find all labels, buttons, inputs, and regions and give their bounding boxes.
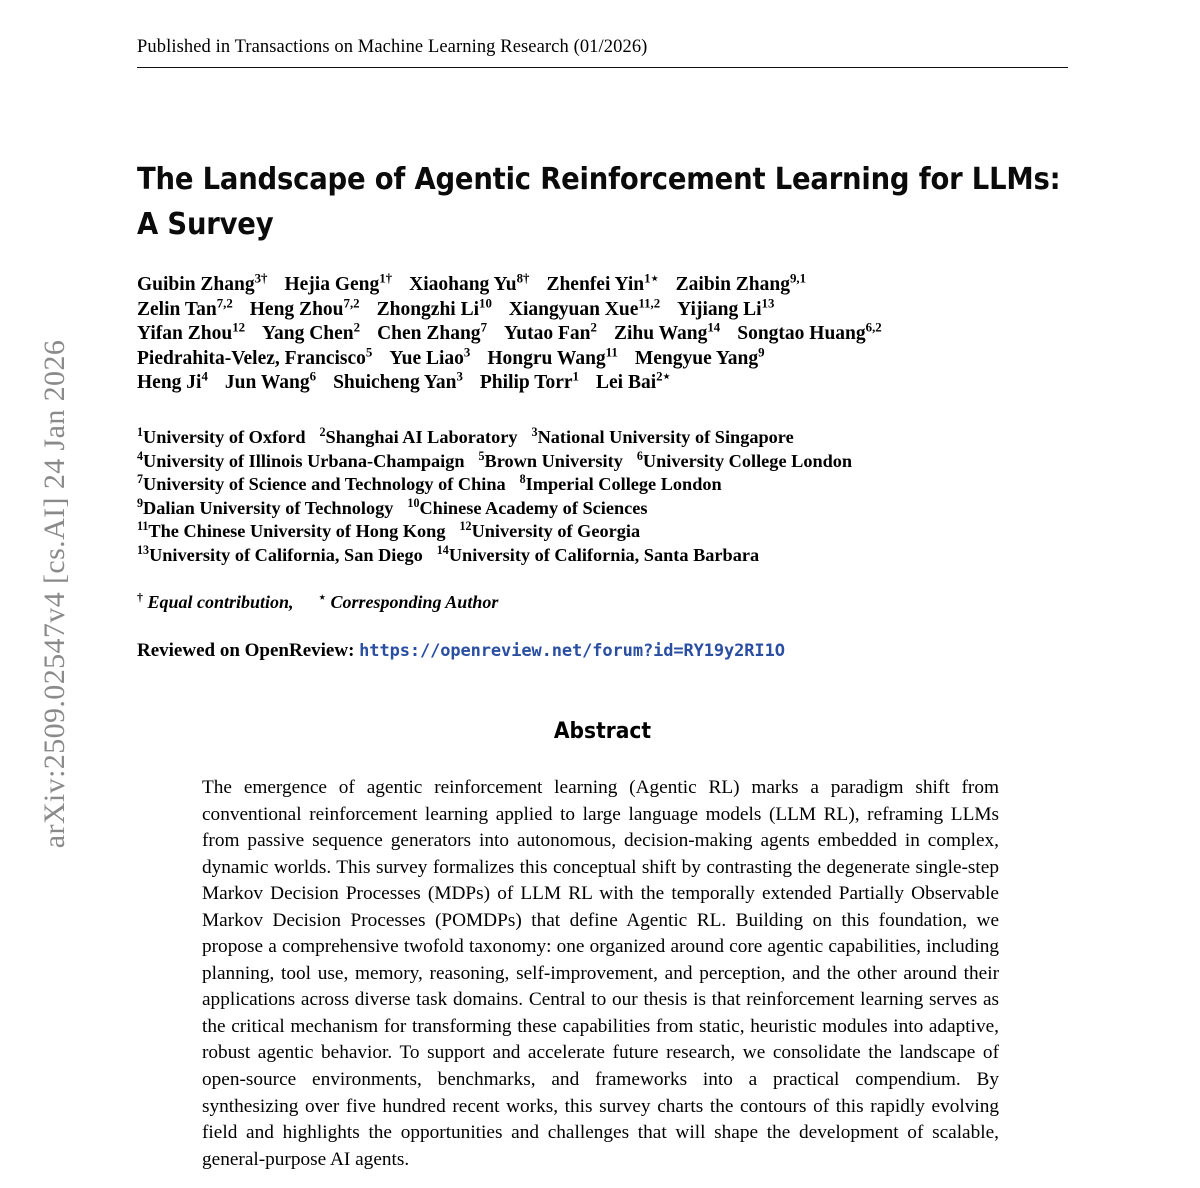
page-title: The Landscape of Agentic Reinforcement Learning for LLMs: A Survey (137, 162, 1061, 243)
corresponding-author-label: Corresponding Author (330, 592, 499, 612)
affiliation-name: University College London (642, 450, 853, 471)
author-name: Lei Bai (595, 372, 657, 394)
affiliation-index: 2 (319, 424, 326, 439)
author-name: Zaibin Zhang (675, 274, 790, 295)
author-name: Guibin Zhang (137, 274, 255, 295)
dagger-symbol: † (137, 590, 143, 604)
author-affiliation-marker: 2⋆ (656, 369, 671, 384)
author-name: Zhenfei Yin (546, 274, 645, 295)
affiliation-name: University of Georgia (471, 521, 641, 542)
affiliation-name: Imperial College London (525, 474, 722, 495)
affiliation-line (137, 426, 1082, 450)
arxiv-stamp-text: arXiv:2509.02547v4 [cs.AI] 24 Jan 2026 (38, 339, 71, 849)
affiliation-line (137, 520, 1082, 544)
author-name: Xiaohang Yu (409, 274, 517, 295)
affiliation-index: 3 (531, 424, 538, 439)
affiliation-name: Dalian University of Technology (143, 497, 394, 518)
affiliation-index: 1 (137, 424, 144, 439)
author-name: Zhongzhi Li (376, 298, 480, 320)
affiliation-name: University of Science and Technology of China (143, 474, 506, 495)
author-affiliation-marker: 5 (365, 345, 373, 360)
author-name: Jun Wang (224, 372, 310, 394)
author-name: Zelin Tan (137, 298, 217, 320)
affiliation-list (137, 426, 1082, 568)
affiliation-index: 8 (519, 472, 526, 487)
author-line (137, 347, 1082, 372)
author-name: Chen Zhang (377, 323, 481, 345)
author-affiliation-marker: 6,2 (865, 320, 882, 335)
author-affiliation-marker: 3† (254, 271, 268, 286)
author-name: Heng Zhou (249, 298, 344, 320)
affiliation-index: 11 (137, 519, 149, 534)
author-affiliation-marker: 9 (758, 345, 765, 360)
author-name: Philip Torr (479, 372, 573, 394)
openreview-link[interactable]: https://openreview.net/forum?id=RY19y2RI1O (359, 641, 785, 661)
running-head: Published in Transactions on Machine Learning Research (01/2026) (137, 37, 648, 57)
affiliation-index: 10 (407, 495, 420, 510)
affiliation-name: Brown University (484, 450, 623, 471)
author-line (137, 371, 1082, 396)
affiliation-line (137, 544, 1082, 568)
author-name: Yue Liao (389, 347, 464, 369)
author-affiliation-marker: 2 (353, 320, 361, 335)
author-name: Piedrahita-Velez, Francisco (137, 347, 366, 369)
author-affiliation-marker: 13 (761, 296, 775, 311)
author-line (137, 298, 1082, 323)
affiliation-index: 4 (137, 448, 144, 463)
author-name: Mengyue Yang (634, 347, 759, 369)
affiliation-index: 14 (436, 542, 449, 557)
affiliation-name: National University of Singapore (537, 427, 794, 447)
author-affiliation-marker: 3 (456, 369, 463, 384)
affiliation-line (137, 473, 1082, 497)
author-name: Yutao Fan (504, 323, 591, 345)
affiliation-index: 13 (137, 542, 150, 557)
affiliation-index: 6 (636, 448, 643, 463)
author-affiliation-marker: 11 (605, 345, 618, 360)
author-line (137, 273, 1082, 298)
author-list (137, 273, 1082, 396)
author-affiliation-marker: 1† (379, 271, 393, 286)
author-name: Shuicheng Yan (333, 372, 457, 394)
author-name: Yifan Zhou (137, 323, 233, 345)
star-symbol: ⋆ (318, 590, 326, 604)
affiliation-name: Chinese Academy of Sciences (419, 497, 648, 518)
affiliation-line (137, 450, 1082, 474)
affiliation-name: Shanghai AI Laboratory (325, 427, 518, 447)
author-affiliation-marker: 7,2 (216, 296, 233, 311)
author-affiliation-marker: 7 (480, 320, 487, 335)
affiliation-name: University of Oxford (143, 427, 306, 447)
affiliation-name: The Chinese University of Hong Kong (148, 521, 446, 542)
author-affiliation-marker: 6 (309, 369, 317, 384)
author-affiliation-marker: 1⋆ (644, 271, 659, 286)
author-affiliation-marker: 8† (516, 271, 530, 286)
affiliation-name: University of California, Santa Barbara (448, 544, 760, 565)
author-name: Yijiang Li (677, 298, 762, 320)
author-affiliation-marker: 9,1 (790, 271, 807, 286)
running-head-rule (137, 67, 1068, 68)
author-affiliation-marker: 7,2 (343, 296, 360, 311)
abstract-text: The emergence of agentic reinforcement learning (Agentic RL) marks a paradigm shift from conventional reinforcement learning applied to large language models (LLM RL), reframing LLMs from passive sequence generators into autonomous, decision-making agents embedded in complex, dynamic worlds. This survey formalizes this conceptual shift by contrasting the degenerate single-step Markov Decision Processes (MDPs) of LLM RL with the temporally extended Partially Observable Markov Decision Processes (POMDPs) that define Agentic RL. Building on this foundation, we propose a comprehensive twofold taxonomy: one organized around core agentic capabilities, including planning, tool use, memory, reasoning, self-improvement, and perception, and the other around their applications across diverse task domains. Central to our thesis is that reinforcement learning serves as the critical mechanism for transforming these capabilities from static, heuristic modules into adaptive, robust agentic behavior. To support and accelerate future research, we consolidate the landscape of open-source environments, benchmarks, and frameworks into a practical compendium. By synthesizing over five hundred recent works, this survey charts the contours of this rapidly evolving field and highlights the opportunities and challenges that will shape the development of scalable, general-purpose AI agents. (202, 777, 999, 1170)
affiliation-name: University of California, San Diego (149, 544, 423, 565)
author-affiliation-marker: 2 (590, 320, 597, 335)
equal-contribution-label: Equal contribution, (147, 592, 294, 612)
arxiv-stamp (0, 0, 110, 1188)
author-affiliation-marker: 11,2 (638, 296, 661, 311)
affiliation-index: 7 (137, 472, 144, 487)
author-affiliation-marker: 1 (572, 369, 579, 384)
author-affiliation-marker: 3 (463, 345, 471, 360)
author-name: Yang Chen (262, 323, 354, 345)
affiliation-name: University of Illinois Urbana-Champaign (143, 450, 465, 471)
author-affiliation-marker: 14 (707, 320, 721, 335)
affiliation-index: 5 (478, 448, 485, 463)
reviewed-on-openreview (137, 640, 785, 662)
author-affiliation-marker: 10 (479, 296, 492, 311)
author-affiliation-marker: 12 (232, 320, 246, 335)
author-name: Zihu Wang (613, 323, 708, 345)
paper-page (137, 0, 1068, 1188)
author-name: Hongru Wang (487, 347, 606, 369)
author-name: Heng Ji (137, 372, 202, 394)
reviewed-label: Reviewed on OpenReview: (137, 640, 355, 661)
author-affiliation-marker: 4 (201, 369, 208, 384)
author-name: Songtao Huang (737, 323, 866, 345)
author-name: Hejia Geng (284, 274, 380, 295)
affiliation-line (137, 497, 1082, 521)
abstract-heading: Abstract (553, 718, 652, 744)
affiliation-index: 9 (137, 495, 144, 510)
contribution-footnote (137, 592, 498, 613)
author-name: Xiangyuan Xue (508, 298, 639, 320)
author-line (137, 322, 1082, 347)
affiliation-index: 12 (459, 519, 472, 534)
